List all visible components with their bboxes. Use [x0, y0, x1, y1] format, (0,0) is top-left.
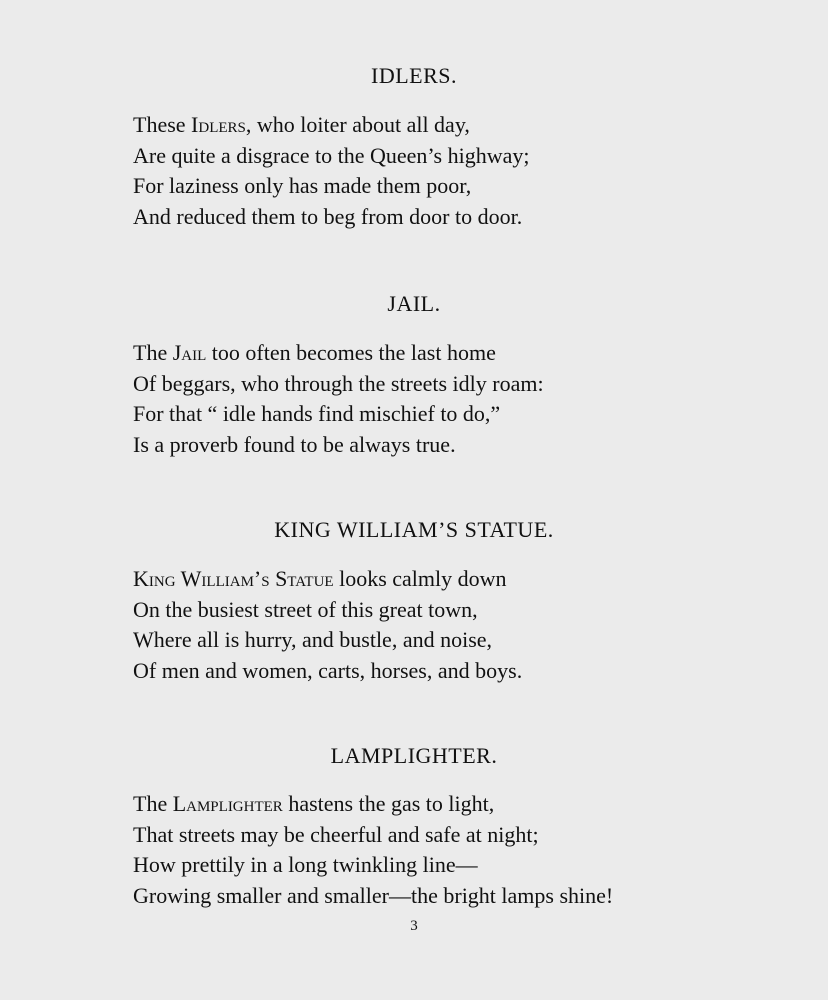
poem-line: And reduced them to beg from door to door. [133, 203, 523, 229]
poem-title-jail: JAIL. [387, 291, 441, 316]
poem-line: Is a proverb found to be always true. [133, 431, 456, 457]
poem-stanza-lamplighter [133, 789, 813, 911]
poem-line: Where all is hurry, and bustle, and noise, [133, 627, 493, 652]
poem-line: The Jail too often becomes the last home [133, 340, 496, 365]
poem-stanza-king-williams-statue [133, 564, 813, 686]
poem-stanza-idlers [133, 110, 813, 232]
poem-stanza-jail [133, 338, 813, 460]
poem-line: For that “ idle hands find mischief to do,” [133, 401, 501, 426]
poem-line: Of men and women, carts, horses, and boys. [133, 657, 523, 683]
poem-title-lamplighter: LAMPLIGHTER. [330, 743, 498, 768]
poem-line: That streets may be cheerful and safe at night; [133, 821, 539, 847]
poem-line: Of beggars, who through the streets idly roam: [133, 370, 544, 396]
poem-line: On the busiest street of this great town, [133, 596, 478, 622]
poem-line: Are quite a disgrace to the Queen’s highway; [133, 142, 530, 168]
poem-title-king-williams-statue: KING WILLIAM’S STATUE. [274, 517, 554, 542]
poem-line: King William’s Statue looks calmly down [133, 566, 507, 591]
poem-line: How prettily in a long twinkling line— [133, 852, 478, 877]
poem-title-idlers: IDLERS. [371, 63, 457, 88]
emphasis-smallcaps: Idlers [191, 112, 246, 137]
emphasis-smallcaps: Jail [172, 340, 207, 365]
poem-line: Growing smaller and smaller—the bright lamps shine! [133, 882, 614, 908]
page-number: 3 [410, 918, 418, 934]
emphasis-smallcaps: Lamplighter [172, 791, 283, 816]
poem-line: These Idlers, who loiter about all day, [133, 112, 470, 137]
emphasis-smallcaps: King William’s Statue [133, 566, 334, 591]
poem-line: The Lamplighter hastens the gas to light, [133, 791, 495, 816]
poem-line: For laziness only has made them poor, [133, 173, 472, 198]
